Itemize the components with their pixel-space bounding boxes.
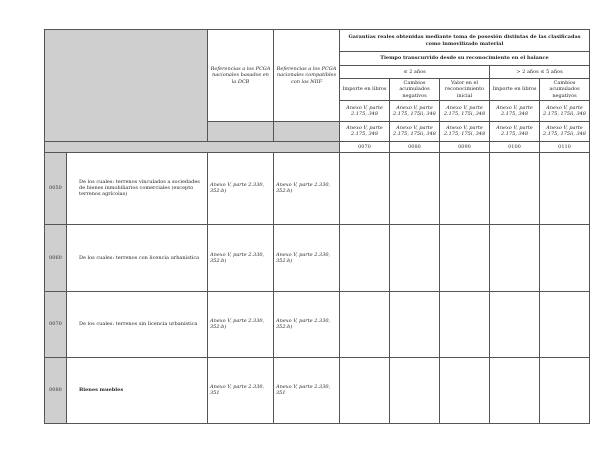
row-ref-dcb: Anexo V, parte 2.330, 352.b) bbox=[208, 291, 274, 357]
column-code: 0110 bbox=[540, 141, 590, 152]
header-time-title: Tiempo transcurrido desde su reconocimiento en el balance bbox=[340, 52, 590, 66]
value-cell[interactable] bbox=[340, 152, 390, 224]
value-cell[interactable] bbox=[390, 357, 440, 423]
value-cell[interactable] bbox=[440, 152, 490, 224]
column-code: 0100 bbox=[490, 141, 540, 152]
value-cell[interactable] bbox=[540, 291, 590, 357]
value-cell[interactable] bbox=[340, 357, 390, 423]
value-cell[interactable] bbox=[540, 224, 590, 291]
value-cell[interactable] bbox=[440, 224, 490, 291]
code-spacer bbox=[45, 141, 340, 152]
row-label: De los cuales: terrenos vinculados a sociedades de bienes inmobiliarios comerciales (excepto terrenos agrícolas) bbox=[67, 152, 208, 224]
table-row bbox=[45, 291, 590, 357]
row-code: 0050 bbox=[45, 152, 67, 224]
column-ref: Anexo V, parte 2.175, 175ii, 348 bbox=[540, 121, 590, 141]
row-ref-dcb: Anexo V, parte 2.330, 352.b) bbox=[208, 152, 274, 224]
header-ref-niif: Referencias a los PCGA nacionales compatibles con las NIIF bbox=[274, 30, 340, 122]
column-ref: Anexo V, parte 2.175, 175i, 348 bbox=[440, 100, 490, 121]
row-label: Bienes muebles bbox=[67, 357, 208, 423]
table-row bbox=[45, 224, 590, 291]
value-cell[interactable] bbox=[490, 224, 540, 291]
value-cell[interactable] bbox=[340, 291, 390, 357]
column-label: Cambios acumulados negativos bbox=[390, 79, 440, 101]
column-ref: Anexo V, parte 2.175, 348 bbox=[340, 121, 390, 141]
header-ref-dcb: Referencias a los PCGA nacionales basados en la DCB bbox=[208, 30, 274, 122]
value-cell[interactable] bbox=[440, 357, 490, 423]
column-ref: Anexo V, parte 2.175, 348 bbox=[340, 100, 390, 121]
value-cell[interactable] bbox=[540, 357, 590, 423]
column-ref: Anexo V, parte 2.175, 175ii, 348 bbox=[540, 100, 590, 121]
column-label: Importe en libros bbox=[340, 79, 390, 101]
ref-spacer bbox=[274, 121, 340, 141]
column-ref: Anexo V, parte 2.175, 348 bbox=[490, 121, 540, 141]
row-ref-niif: Anexo V, parte 2.330, 352.b) bbox=[274, 152, 340, 224]
table-row bbox=[45, 152, 590, 224]
column-code: 0090 bbox=[440, 141, 490, 152]
header-bucket-2: > 2 años ≤ 5 años bbox=[490, 66, 590, 79]
value-cell[interactable] bbox=[440, 291, 490, 357]
value-cell[interactable] bbox=[490, 291, 540, 357]
row-code: 0080 bbox=[45, 357, 67, 423]
column-code: 0070 bbox=[340, 141, 390, 152]
row-ref-dcb: Anexo V, parte 2.330, 352.b) bbox=[208, 224, 274, 291]
column-label: Cambios acumulados negativos bbox=[540, 79, 590, 101]
row-code: 0070 bbox=[45, 291, 67, 357]
column-ref: Anexo V, parte 2.175, 348 bbox=[490, 100, 540, 121]
column-ref: Anexo V, parte 2.175, 175i, 348 bbox=[440, 121, 490, 141]
header-group-title: Garantías reales obtenidas mediante toma de posesión distintas de las clasificadas como inmovilizado material bbox=[340, 30, 590, 52]
ref-spacer bbox=[208, 121, 274, 141]
value-cell[interactable] bbox=[340, 224, 390, 291]
value-cell[interactable] bbox=[390, 224, 440, 291]
column-ref: Anexo V, parte 2.175, 175ii, 348 bbox=[390, 100, 440, 121]
row-label: De los cuales: terrenos con licencia urbanística bbox=[67, 224, 208, 291]
row-code: 0060 bbox=[45, 224, 67, 291]
header-corner bbox=[45, 30, 208, 142]
row-ref-niif: Anexo V, parte 2.330, 351 bbox=[274, 357, 340, 423]
data-table bbox=[44, 29, 590, 424]
column-label: Valor en el reconocimiento inicial bbox=[440, 79, 490, 101]
value-cell[interactable] bbox=[490, 357, 540, 423]
value-cell[interactable] bbox=[540, 152, 590, 224]
row-ref-dcb: Anexo V, parte 2.330, 351 bbox=[208, 357, 274, 423]
column-ref: Anexo V, parte 2.175, 175ii, 348 bbox=[390, 121, 440, 141]
row-ref-niif: Anexo V, parte 2.330, 352.b) bbox=[274, 224, 340, 291]
table-row bbox=[45, 357, 590, 423]
row-ref-niif: Anexo V, parte 2.330, 352.b) bbox=[274, 291, 340, 357]
column-label: Importe en libros bbox=[490, 79, 540, 101]
value-cell[interactable] bbox=[390, 152, 440, 224]
column-code: 0080 bbox=[390, 141, 440, 152]
value-cell[interactable] bbox=[390, 291, 440, 357]
value-cell[interactable] bbox=[490, 152, 540, 224]
row-label: De los cuales: terrenos sin licencia urbanística bbox=[67, 291, 208, 357]
header-bucket-1: ≤ 2 años bbox=[340, 66, 490, 79]
